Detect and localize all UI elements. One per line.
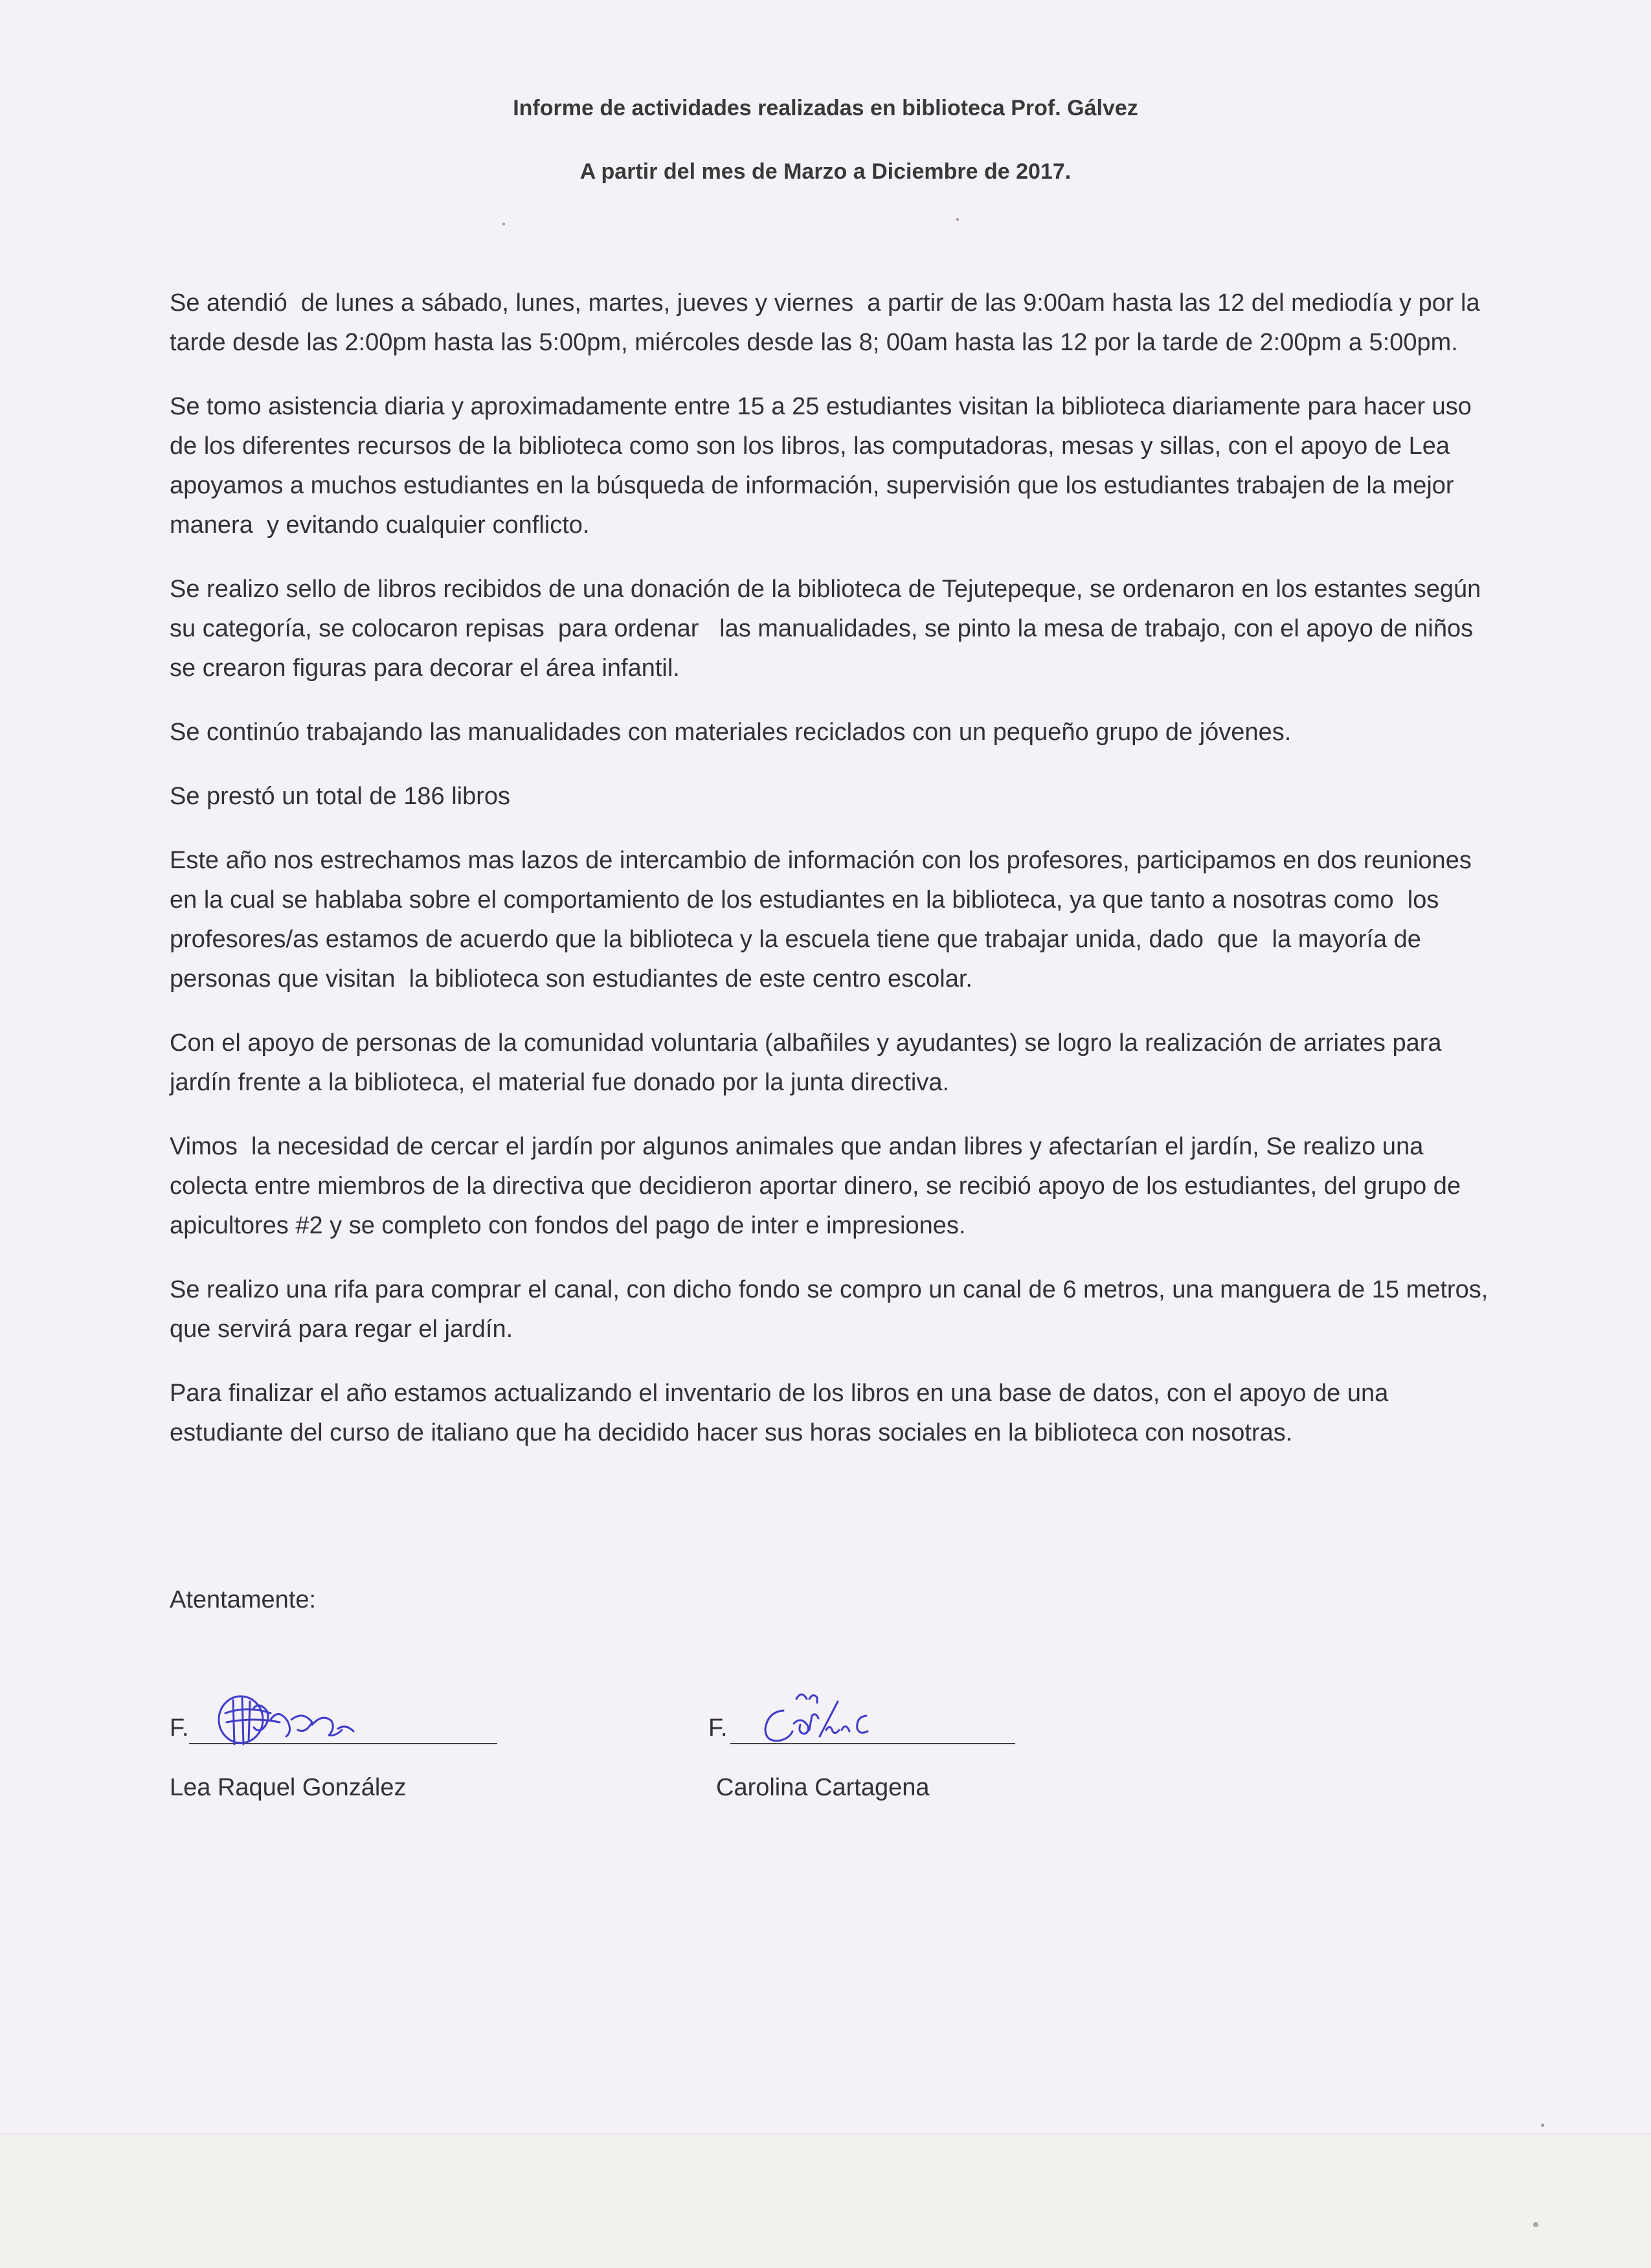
- signature-prefix: F.: [708, 1714, 728, 1742]
- scan-speck: [502, 223, 505, 225]
- handwritten-signature-lea: [208, 1682, 364, 1753]
- scan-speck: [1533, 2222, 1538, 2227]
- signatory-name: Carolina Cartagena: [716, 1774, 930, 1801]
- signatory-name: Lea Raquel González: [170, 1774, 407, 1801]
- paragraph-loans: Se prestó un total de 186 libros: [170, 783, 511, 810]
- paragraph-schedule: Se atendió de lunes a sábado, lunes, martes, jueves y viernes a partir de las 9:00am hasta las 12 del mediodía y por la tarde desde las 2:00pm hasta las 5:00pm, miércoles desde las 8; 00am hasta las 12 por la tarde de 2:00pm a 5:00pm.: [170, 289, 1487, 356]
- paragraph-crafts: Se continúo trabajando las manualidades con materiales reciclados con un pequeño grupo de jóvenes.: [170, 719, 1292, 746]
- document-subtitle: A partir del mes de Marzo a Diciembre de 2017.: [579, 159, 1072, 184]
- paragraph-raffle: Se realizo una rifa para comprar el canal, con dicho fondo se compro un canal de 6 metros, una manguera de 15 metros, que servirá para regar el jardín.: [170, 1276, 1495, 1343]
- closing-salutation: Atentamente:: [170, 1586, 317, 1613]
- document-title: Informe de actividades realizadas en biblioteca Prof. Gálvez: [513, 96, 1138, 120]
- paragraph-teachers: Este año nos estrechamos mas lazos de intercambio de información con los profesores, participamos en dos reuniones en la cual se hablaba sobre el comportamiento de los estudiantes en la biblioteca, ya que tanto a nosotras como los profesores/as estamos de acuerdo que la biblioteca y la escuela tiene que trabajar unida, dado que la mayoría de personas que visitan la biblioteca son estudiantes de este centro escolar.: [170, 847, 1479, 993]
- scan-speck: [956, 218, 959, 221]
- scan-margin-strip: [0, 2133, 1651, 2268]
- paragraph-fence: Vimos la necesidad de cercar el jardín por algunos animales que andan libres y afectarían el jardín, Se realizo una colecta entre miembros de la directiva que decidieron aportar dinero, se recibió apoyo de los estudiantes, del grupo de apicultores #2 y se completo con fondos del pago de inter e impresiones.: [170, 1133, 1468, 1239]
- report-body: [170, 284, 1497, 1477]
- handwritten-signature-carolina: [754, 1670, 890, 1755]
- signature-prefix: F.: [170, 1714, 189, 1742]
- paragraph-inventory: Para finalizar el año estamos actualizando el inventario de los libros en una base de datos, con el apoyo de una estudiante del curso de italiano que ha decidido hacer sus horas sociales en la biblioteca con nosotras.: [170, 1380, 1395, 1446]
- scan-speck: [1541, 2124, 1544, 2127]
- paragraph-garden-beds: Con el apoyo de personas de la comunidad voluntaria (albañiles y ayudantes) se logro la realización de arriates para jardín frente a la biblioteca, el material fue donado por la junta directiva.: [170, 1029, 1449, 1096]
- paragraph-attendance: Se tomo asistencia diaria y aproximadamente entre 15 a 25 estudiantes visitan la biblioteca diariamente para hacer uso de los diferentes recursos de la biblioteca como son los libros, las computadoras, mesas y sillas, con el apoyo de Lea apoyamos a muchos estudiantes en la búsqueda de información, supervisión que los estudiantes trabajen de la mejor manera y evitando cualquier conflicto.: [170, 393, 1479, 539]
- paragraph-donation: Se realizo sello de libros recibidos de una donación de la biblioteca de Tejutepeque, se ordenaron en los estantes según su categoría, se colocaron repisas para ordenar las manualidades, se pinto la mesa de trabajo, con el apoyo de niños se crearon figuras para decorar el área infantil.: [170, 576, 1488, 682]
